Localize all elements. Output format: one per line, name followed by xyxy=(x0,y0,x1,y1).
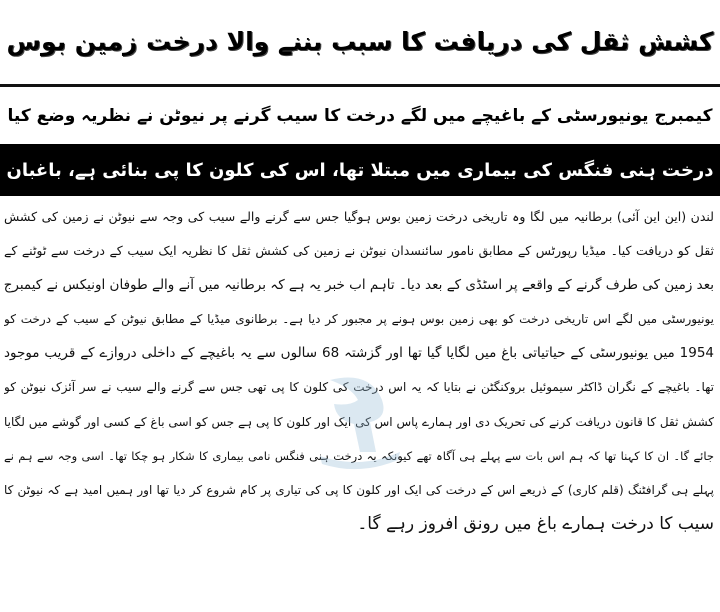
headline: کشش ثقل کی دریافت کا سبب بننے والا درخت زمین بوس xyxy=(6,26,714,56)
article-body xyxy=(4,200,714,610)
body-line: پہلے ہی گرافٹنگ (قلم کاری) کے ذریعے اس کے درخت کی ایک اور کلون کا پی کی تیاری پر کام شروع کر دیا تھا اور ہمیں امید ہے کہ نیوٹن کا xyxy=(4,482,714,497)
highlight-text: درخت ہنی فنگس کی بیماری میں مبتلا تھا، اس کی کلون کا پی بنائی ہے، باغبان xyxy=(6,159,714,181)
subheadline: کیمبرج یونیورسٹی کے باغیچے میں لگے درخت کا سیب گرنے پر نیوٹن نے نظریہ وضع کیا xyxy=(7,105,713,126)
body-line: 1954 میں یونیورسٹی کے حیاتیاتی باغ میں لگایا گیا تھا اور گزشتہ 68 سالوں سے یہ باغیچے کے داخلی دروازے کے قریب موجود xyxy=(4,345,714,362)
headline-divider xyxy=(0,84,720,87)
body-line: بعد زمین کی طرف گرنے کے واقعے پر اسٹڈی کے بعد دیا۔ تاہم اب خبر یہ ہے کہ برطانیہ میں آنے والے طوفان اونیکس نے کیمبرج xyxy=(4,277,714,294)
highlight-banner xyxy=(0,144,720,196)
body-line: کشش ثقل کا قانون دریافت کرنے کی تحریک دی اور ہمارے پاس اس کی ایک اور کلون کا پی ہے جس کو اسی باغ کے کسی اور گوشے میں لگایا xyxy=(4,414,714,429)
body-line: سیب کا درخت ہمارے باغ میں رونق افروز رہے گا۔ xyxy=(357,513,714,534)
body-line: یونیورسٹی میں لگے اس تاریخی درخت کو بھی زمین بوس ہونے پر مجبور کر دیا ہے۔ برطانوی میڈیا کے مطابق نیوٹن کے سیب کے درخت کو xyxy=(4,312,714,327)
body-line: لندن (این این آئی) برطانیہ میں لگا وہ تاریخی درخت زمین بوس ہوگیا جس سے گرنے والے سیب کی وجہ سے نیوٹن نے زمین کی کشش xyxy=(4,209,714,224)
body-line: ثقل کو دریافت کیا۔ میڈیا رپورٹس کے مطابق نامور سائنسدان نیوٹن نے زمین کی کشش ثقل کا نظریہ ایک سیب کے درخت سے ٹوٹنے کے xyxy=(4,243,714,259)
body-line: جائے گا۔ ان کا کہنا تھا کہ ہم اس بات سے پہلے ہی آگاہ تھے کیونکہ یہ درخت ہنی فنگس نامی بیماری کا شکار ہو چکا تھا۔ اسی وجہ سے ہم نے xyxy=(4,448,714,463)
body-line: تھا۔ باغیچے کے نگران ڈاکٹر سیموئیل بروکنگٹن نے بتایا کہ یہ اس درخت کی کلون کا پی تھی جس سے گرنے والے سیب نے سر آئزک نیوٹن کو xyxy=(4,380,714,395)
